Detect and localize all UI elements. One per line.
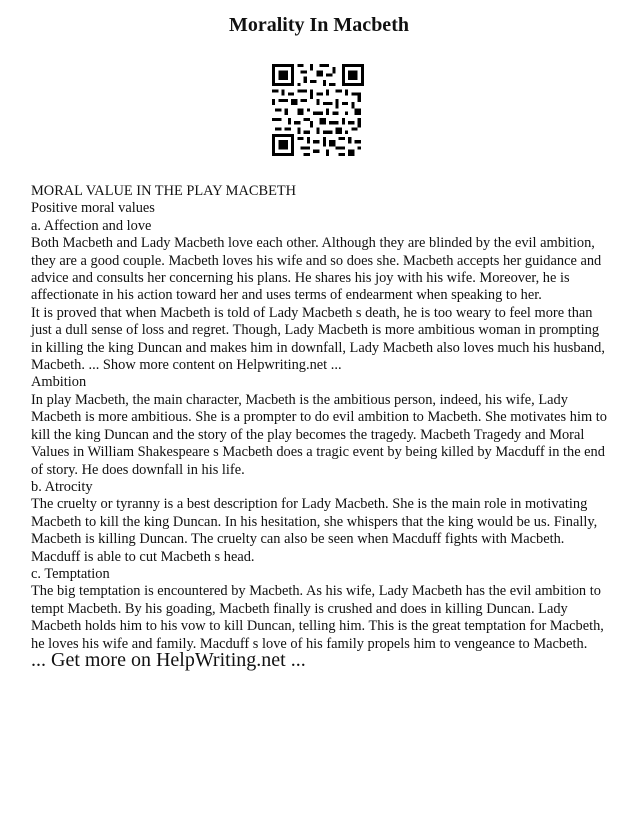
paragraph-death: It is proved that when Macbeth is told of Lady Macbeth s death, he is too weary to feel more than just a dull sense of loss and regret. Though, Lady Macbeth is more ambitious woman in prompting in killing the king Duncan and makes him in downfall, Lady Macbeth also loves much his husband, Macbeth. ... Show more content on Helpwriting.net ...	[31, 304, 605, 374]
section-heading: MORAL VALUE IN THE PLAY MACBETH	[31, 183, 297, 199]
paragraph-ambition: In play Macbeth, the main character, Macbeth is the ambitious person, indeed, his wife, Lady Macbeth is more ambitious. She is a prompter to do evil ambition to Macbeth. She motivates him to kill the king Duncan and the story of the play becomes the tragedy. Macbeth Tragedy and Moral Values in William Shakespeare s Macbeth does a tragic event by being killed by Macduff in the end of story. He does downfall in his life.	[31, 391, 607, 478]
qr-code-icon	[272, 64, 364, 156]
page-title: Morality In Macbeth	[229, 14, 409, 36]
get-more-link[interactable]: ... Get more on HelpWriting.net ...	[31, 649, 306, 671]
subheading-affection: a. Affection and love	[31, 217, 152, 234]
subheading-positive-values: Positive moral values	[31, 200, 155, 217]
subheading-temptation: c. Temptation	[31, 565, 110, 582]
paragraph-atrocity: The cruelty or tyranny is a best description for Lady Macbeth. She is the main role in motivating Macbeth to kill the king Duncan. In his hesitation, she whispers that the king would be us. Finally, Macbeth is killing Duncan. The cruelty can also be seen when Macduff fights with Macbeth. Macduff is able to cut Macbeth s head.	[31, 496, 598, 565]
subheading-atrocity: b. Atrocity	[31, 478, 93, 495]
subheading-ambition: Ambition	[31, 374, 87, 391]
article-body	[31, 183, 613, 653]
paragraph-temptation: The big temptation is encountered by Macbeth. As his wife, Lady Macbeth has the evil ambition to tempt Macbeth. By his goading, Macbeth finally is crushed and does in killing Duncan. Lady Macbeth holds him to his vow to kill Duncan, telling him. This is the great temptation for Macbeth, he loves his wife and family. Macduff s love of his family propels him to vengeance to Macbeth.	[31, 583, 604, 652]
paragraph-affection: Both Macbeth and Lady Macbeth love each other. Although they are blinded by the evil ambition, they are a good couple. Macbeth loves his wife and so does she. Macbeth accepts her guidance and advice and consults her concerning his plans. He shares his joy with his wife. Moreover, he is affectionate in his action toward her and uses terms of endearment when speaking to her.	[31, 235, 602, 304]
